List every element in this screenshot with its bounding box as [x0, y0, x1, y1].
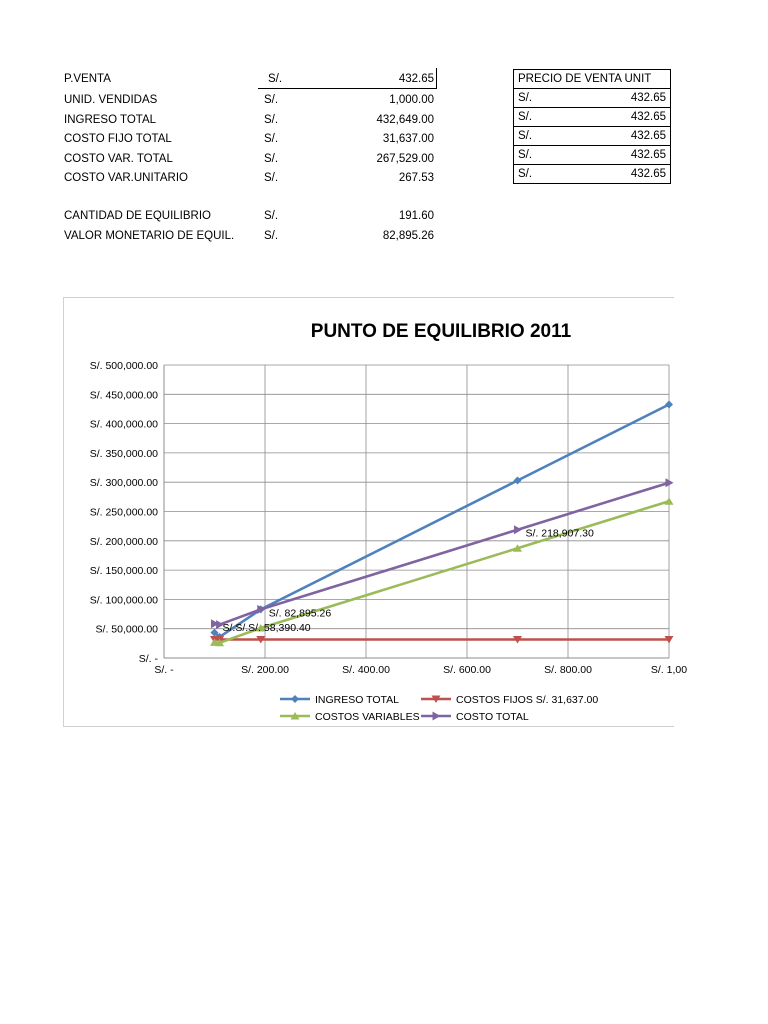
summary-label: COSTO FIJO TOTAL: [64, 133, 172, 145]
x-tick-label: S/. -: [154, 664, 174, 676]
summary-currency: S/.: [264, 152, 279, 165]
chart-annotations: [223, 528, 594, 634]
y-tick-label: S/. -: [138, 653, 158, 665]
legend-label: COSTOS VARIABLES: [315, 711, 420, 723]
price-cell-currency: S/.: [514, 146, 563, 165]
price-cell-value: 432.65: [562, 127, 671, 146]
summary-value: 1,000.00: [389, 94, 434, 106]
series-line: [215, 483, 670, 625]
legend-item: [421, 711, 529, 723]
price-cell-currency: S/.: [514, 108, 563, 127]
summary-label: INGRESO TOTAL: [64, 113, 157, 126]
price-cell-value: 432.65: [562, 165, 671, 184]
equilibrium-value: 82,895.26: [382, 229, 434, 242]
equilibrium-label: CANTIDAD DE EQUILIBRIO: [64, 210, 211, 222]
y-tick-label: S/. 200,000.00: [89, 535, 158, 548]
price-cell-currency: S/.: [514, 89, 563, 108]
x-tick-label: S/. 1,00: [650, 664, 688, 676]
summary-label: UNID. VENDIDAS: [64, 94, 158, 106]
summary-value: 432,649.00: [376, 113, 434, 126]
price-cell-currency: S/.: [514, 127, 563, 146]
data-label: S/. 218,907.30: [525, 527, 594, 540]
chart-svg: [64, 298, 688, 726]
summary-value: 31,637.00: [382, 133, 434, 145]
chart-title: PUNTO DE EQUILIBRIO 2011: [310, 321, 572, 342]
summary-label: COSTO VAR. TOTAL: [64, 152, 173, 165]
data-point-marker: [433, 712, 441, 721]
y-tick-label: S/. 400,000.00: [89, 418, 158, 431]
price-table-header: PRECIO DE VENTA UNIT: [514, 70, 671, 89]
legend-label: COSTO TOTAL: [456, 711, 529, 723]
equilibrium-currency: S/.: [264, 229, 279, 242]
x-tick-label: S/. 200.00: [241, 664, 289, 676]
data-label: S/.S/.S/. 58,390.40: [222, 621, 311, 634]
price-cell-value: 432.65: [562, 89, 671, 108]
equilibrium-label: VALOR MONETARIO DE EQUIL.: [64, 229, 235, 242]
summary-label: COSTO VAR.UNITARIO: [64, 172, 188, 184]
y-tick-label: S/. 500,000.00: [89, 360, 158, 372]
summary-currency: S/.: [264, 113, 279, 126]
data-point-marker: [291, 695, 299, 703]
summary-currency: S/.: [264, 94, 279, 106]
x-tick-label: S/. 800.00: [544, 664, 592, 676]
equilibrium-currency: S/.: [264, 210, 279, 222]
y-tick-label: S/. 100,000.00: [89, 594, 158, 607]
y-tick-label: S/. 300,000.00: [89, 477, 158, 490]
data-point-marker: [514, 525, 522, 534]
summary-value: 267.53: [398, 172, 434, 184]
chart-grid: [164, 365, 669, 658]
summary-value: 267,529.00: [376, 152, 434, 165]
legend-label: INGRESO TOTAL: [315, 694, 400, 706]
equilibrium-value: 191.60: [398, 210, 434, 222]
summary-currency: S/.: [264, 133, 279, 145]
data-label: S/. 82,895.26: [268, 607, 332, 620]
price-cell-value: 432.65: [562, 108, 671, 127]
y-tick-label: S/. 50,000.00: [95, 623, 158, 636]
legend-item: [280, 694, 399, 706]
pventa-value: 432.65: [398, 73, 434, 85]
series-1: [210, 636, 674, 644]
y-tick-label: S/. 150,000.00: [89, 565, 158, 578]
price-table: [513, 69, 671, 184]
data-point-marker: [666, 478, 674, 487]
price-cell-currency: S/.: [514, 165, 563, 184]
y-tick-label: S/. 450,000.00: [89, 389, 158, 402]
legend-label: COSTOS FIJOS S/. 31,637.00: [456, 694, 599, 706]
x-tick-label: S/. 400.00: [342, 664, 390, 676]
breakeven-chart[interactable]: [63, 297, 688, 727]
legend-item: [421, 694, 598, 706]
price-cell-value: 432.65: [562, 146, 671, 165]
legend-item: [280, 711, 420, 723]
pventa-label: P.VENTA: [64, 73, 111, 85]
y-tick-label: S/. 250,000.00: [89, 506, 158, 519]
pventa-currency: S/.: [268, 73, 283, 85]
summary-currency: S/.: [264, 172, 279, 184]
chart-legend: [280, 694, 598, 723]
x-tick-label: S/. 600.00: [443, 664, 491, 676]
y-tick-label: S/. 350,000.00: [89, 447, 158, 460]
